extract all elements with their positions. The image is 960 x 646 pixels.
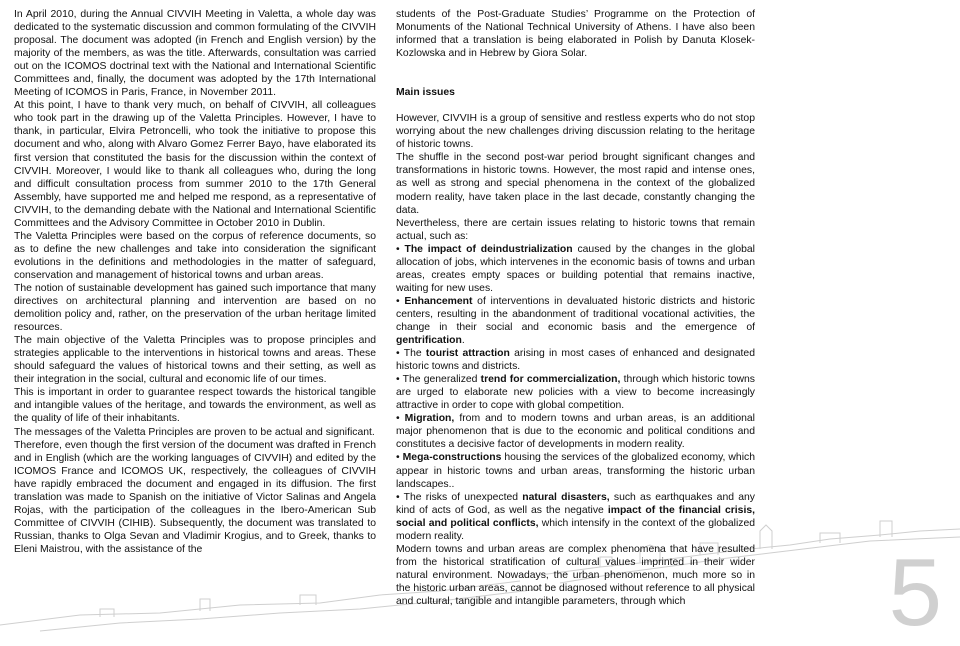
paragraph: At this point, I have to thank very much, on behalf of CIVVIH, all colleagues who took part in the drawing up of the Valetta Principles. However, I have to thank, in particular, Elvira Petroncelli, who took the initiative to propose this document and who, along with Alvaro Gomez Ferrer Bayo, have elaborated its first version that constituted the basis for the discussion within the context of CIVVIH. Moreover, I would like to thank all colleagues who, during the long and difficult consultation process from summer 2010 to the 17th General Assembly, have supported me and helped me respond, as a representative of CIVVIH, to the demanding debate with the National and International Scientific Committees and the Advisory Committee in October 2010 in Dublin. bbox=[14, 100, 376, 229]
paragraph: students of the Post-Graduate Studies’ Programme on the Protection of Monuments of the National Technical University of Athens. I have also been informed that a translation is being elaborated in Polish by Danuta Klosek-Kozlowska and in Hebrew by Giora Solar. bbox=[396, 9, 755, 60]
paragraph: Therefore, even though the first version of the document was drafted in French and in English (which are the working languages of CIVVIH) and edited by the ICOMOS France and ICOMOS UK, respectively, the colleagues of CIVVIH have rapidly embraced the document and engaged in its diffusion. The first translation was made to Spanish on the initiative of Victor Salinas and Angela Rojas, with the participation of the colleagues in the Ibero-American Sub Committee of CIVVIH (CIHIB). Subsequently, the document was translated to Russian, thanks to Olga Sevan and Vladimir Krogius, and to Greek, thanks to Eleni Maistrou, with the assistance of the bbox=[14, 439, 376, 555]
left-column bbox=[14, 8, 376, 556]
bullet-item: • Mega-constructions housing the services of the globalized economy, which appear in historic towns and urban areas, transforming the historic urban landscapes.. bbox=[396, 452, 755, 490]
paragraph: Nevertheless, there are certain issues relating to historic towns that remain actual, such as: bbox=[396, 217, 755, 242]
paragraph: However, CIVVIH is a group of sensitive and restless experts who do not stop worrying about the new challenges driving discussion relating to the heritage of historic towns. bbox=[396, 113, 755, 151]
page-number: 5 bbox=[888, 539, 942, 646]
section-heading: Main issues bbox=[396, 87, 455, 99]
paragraph: The main objective of the Valetta Principles was to propose principles and strategies applicable to the interventions in historical towns and areas. These should safeguard the values of historical towns and their setting, as well as their integration in the social, cultural and economic life of our times. bbox=[14, 335, 376, 386]
paragraph: The notion of sustainable development has gained such importance that many directives on architectural planning and intervention are based on no demolition policy and, rather, on the preservation of the urban heritage limited resources. bbox=[14, 282, 376, 334]
paragraph: The Valetta Principles were based on the corpus of reference documents, so as to define the new challenges and take into consideration the significant evolutions in the definitions and methodologies in the matter of safeguard, conservation and management of historical towns and urban areas. bbox=[14, 230, 376, 281]
bullet-item: • The risks of unexpected natural disasters, such as earthquakes and any kind of acts of God, as well as the negative impact of the financial crisis, social and political conflicts, which intensify in the context of the globalized modern reality. bbox=[396, 491, 756, 542]
right-column bbox=[396, 8, 755, 608]
bullet-item: • Migration, from and to modern towns and urban areas, is an additional major phenomenon that is due to the economic and political conditions and constitutes a decisive factor of developments in modern reality. bbox=[396, 413, 755, 451]
bullet-item: • The impact of deindustrialization caused by the changes in the global allocation of jobs, which intervenes in the economic basis of towns and urban areas, creates empty spaces or building potential that remains inactive, waiting for new uses. bbox=[396, 243, 755, 294]
spacer bbox=[396, 60, 755, 86]
paragraph: The shuffle in the second post-war period brought significant changes and transformations in historic towns. However, the most rapid and intense ones, as well as strong and special phenomena in the context of the globalized modern reality, have taken place in the last decade, constantly changing the data. bbox=[396, 152, 755, 216]
bullet-item: • Enhancement of interventions in devaluated historic districts and historic centers, resulting in the abandonment of traditional vocational activities, the change in their social and economic basis and the emergence of gentrification. bbox=[396, 295, 755, 347]
bullet-item: • The tourist attraction arising in most cases of enhanced and designated historic towns and districts. bbox=[396, 348, 755, 373]
bullet-item: • The generalized trend for commercialization, through which historic towns are urged to elaborate new policies with a view to become increasingly attractive in order to cope with global competition. bbox=[396, 374, 755, 412]
paragraph: This is important in order to guarantee respect towards the historical tangible and intangible values of the heritage, and towards the environment, as well as the quality of life of their inhabitants. bbox=[14, 387, 376, 425]
paragraph: The messages of the Valetta Principles are proven to be actual and significant. bbox=[14, 426, 375, 438]
paragraph: In April 2010, during the Annual CIVVIH Meeting in Valetta, a whole day was dedicated to the systematic discussion and common formulating of the CIVVIH proposal. The document was adopted (in French and English version) by the majority of the members, as was the title. Afterwards, consultation was carried out on the ICOMOS doctrinal text with the National and International Scientific Committees and, finally, the document was adopted by the 17th International Meeting of ICOMOS in Paris, France, in November 2011. bbox=[14, 9, 376, 99]
paragraph: Modern towns and urban areas are complex phenomena that have resulted from the historical stratification of cultural values imprinted in their wider natural environment. Nowadays, the urban phenomenon, much more so in the historic urban areas, cannot be diagnosed without reference to all physical and cultural, tangible and intangible parameters, through which bbox=[396, 543, 755, 607]
